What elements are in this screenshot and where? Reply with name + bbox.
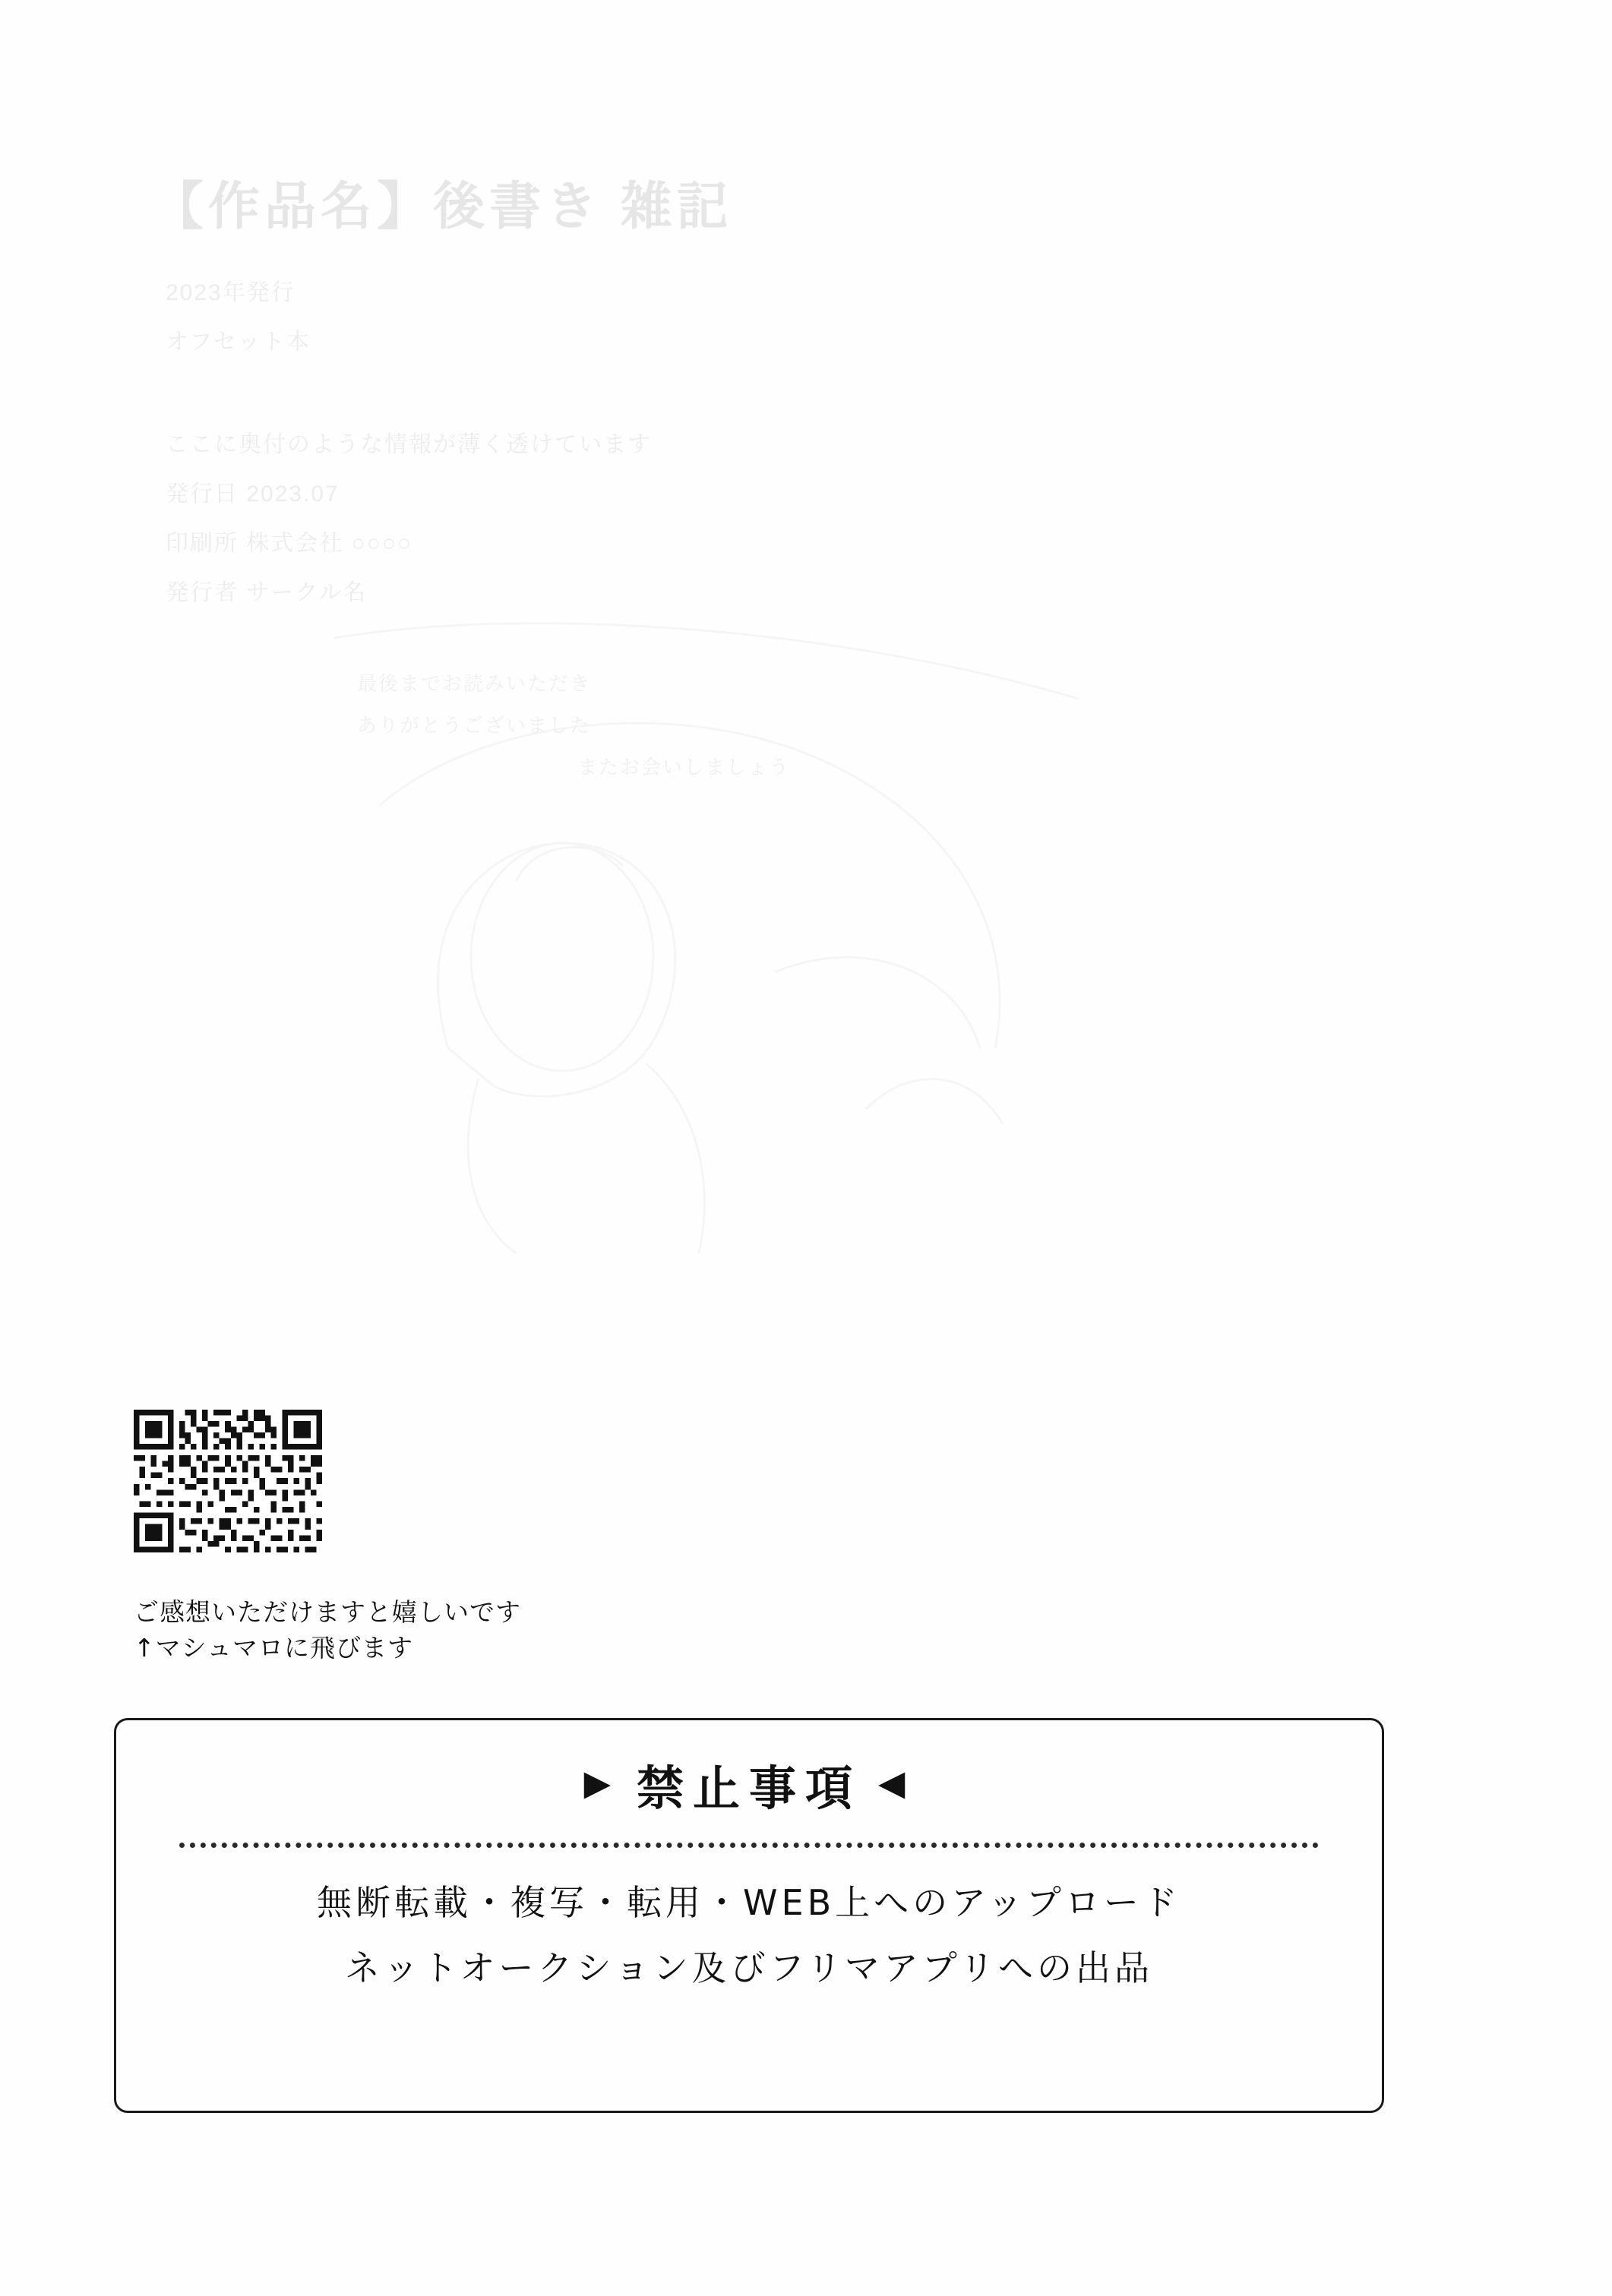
bleed-line-5: 印刷所 株式会社 ○○○○ — [166, 531, 413, 556]
prohibition-notice-title — [584, 1751, 915, 1818]
bleed-center-2: またお会いしましょう — [577, 756, 791, 778]
qr-caption — [134, 1595, 521, 1666]
bleed-line-1: オフセット本 — [166, 330, 311, 355]
qr-code-icon[interactable] — [134, 1409, 322, 1553]
bleed-figure-illustration — [289, 577, 1124, 1261]
dotted-divider — [179, 1843, 1319, 1848]
prohibition-line-1: 無断転載・複写・転用・WEB上へのアップロード — [317, 1882, 1181, 1923]
bleed-line-6: 発行者 サークル名 — [166, 580, 368, 605]
prohibition-notice-title-text: 禁止事項 — [636, 1761, 861, 1816]
bleed-center-1: ありがとうございました — [357, 714, 592, 737]
bleed-title: 【作品名】後書き 雑記 — [152, 178, 733, 235]
qr-caption-line2: ↑マシュマロに飛びます — [134, 1632, 413, 1663]
triangle-left-icon: ◀ — [878, 1761, 915, 1803]
bleed-center-0: 最後までお読みいただき — [357, 672, 592, 695]
bleed-line-4: 発行日 2023.07 — [166, 482, 340, 507]
prohibition-line-2: ネットオークション及びフリマアプリへの出品 — [344, 1947, 1154, 1988]
bleed-line-0: 2023年発行 — [166, 280, 296, 305]
qr-caption-line1: ご感想いただけますと嬉しいです — [134, 1597, 521, 1627]
triangle-right-icon: ▶ — [583, 1761, 620, 1803]
prohibition-notice-box — [114, 1718, 1384, 2113]
bleed-line-3: ここに奥付のような情報が薄く透けています — [166, 432, 652, 457]
